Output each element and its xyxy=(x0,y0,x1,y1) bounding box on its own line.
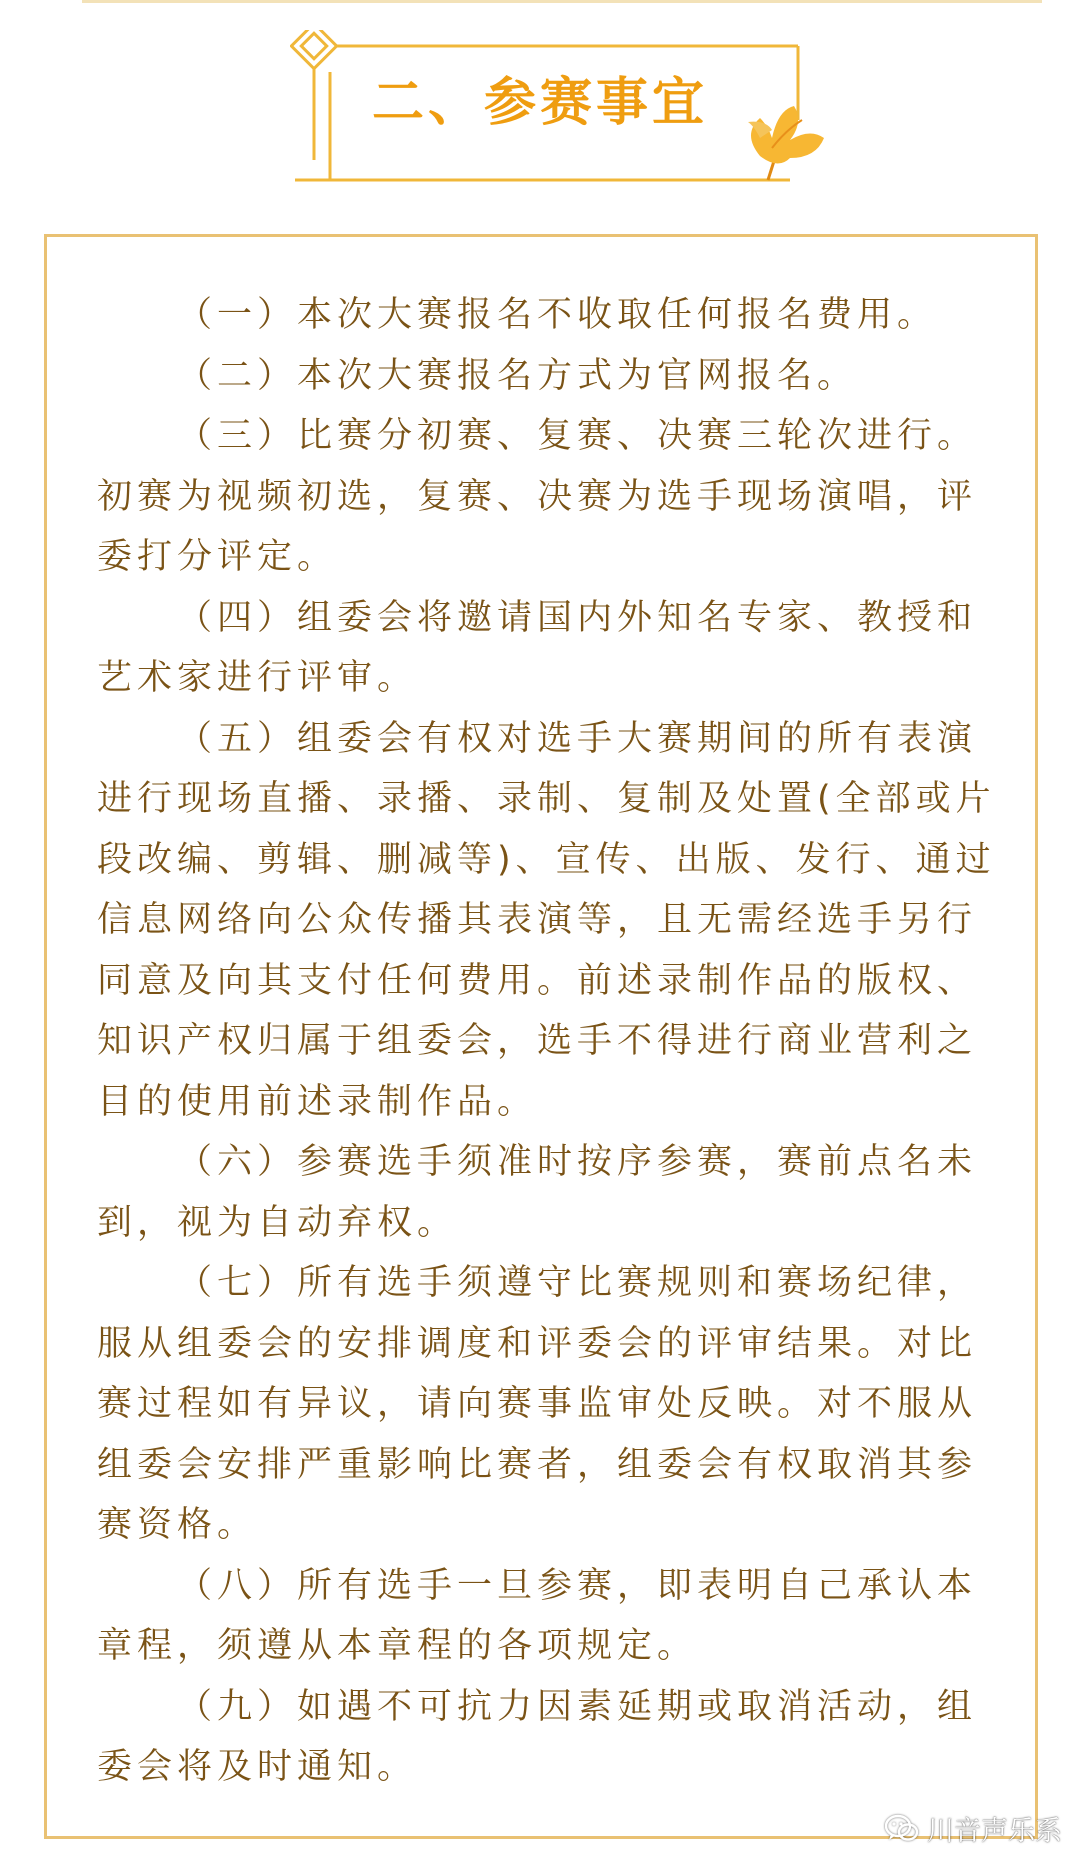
watermark xyxy=(885,1809,1062,1848)
rule-paragraph-2: （二）本次大赛报名方式为官网报名。 xyxy=(177,355,858,396)
rule-paragraph-9: （九）如遇不可抗力因素延期或取消活动，组委会将及时通知。 xyxy=(97,1686,978,1787)
rule-paragraph-6: （六）参赛选手须准时按序参赛，赛前点名未到，视为自动弃权。 xyxy=(97,1142,978,1243)
section-title: 二、参赛事宜 xyxy=(371,73,708,133)
rule-paragraph-7: （七）所有选手须遵守比赛规则和赛场纪律，服从组委会的安排调度和评委会的评审结果。对比赛过程如有异议，请向赛事监审处反映。对不服从组委会安排严重影响比赛者，组委会有权取消其参赛资格。 xyxy=(97,1263,978,1545)
wechat-icon xyxy=(885,1814,919,1844)
diamond-icon xyxy=(291,30,336,69)
watermark-text: 川音声乐系 xyxy=(927,1816,1062,1847)
rule-paragraph-3: （三）比赛分初赛、复赛、决赛三轮次进行。初赛为视频初选，复赛、决赛为选手现场演唱，评委打分评定。 xyxy=(97,416,978,577)
section-header xyxy=(290,30,850,190)
content-frame xyxy=(44,234,1038,1839)
top-divider xyxy=(82,0,1042,3)
rule-paragraph-8: （八）所有选手一旦参赛，即表明自己承认本章程，须遵从本章程的各项规定。 xyxy=(97,1565,978,1666)
rule-paragraph-1: （一）本次大赛报名不收取任何报名费用。 xyxy=(177,295,938,335)
rule-paragraph-5: （五）组委会有权对选手大赛期间的所有表演进行现场直播、录播、录制、复制及处置(全部或片段改编、剪辑、删减等)、宣传、出版、发行、通过信息网络向公众传播其表演等，且无需经选手另行同意及向其支付任何费用。前述录制作品的版权、知识产权归属于组委会，选手不得进行商业营利之目的使用前述录制作品。 xyxy=(97,718,996,1122)
rules-list xyxy=(97,285,997,1798)
rule-paragraph-4: （四）组委会将邀请国内外知名专家、教授和艺术家进行评审。 xyxy=(97,597,978,698)
